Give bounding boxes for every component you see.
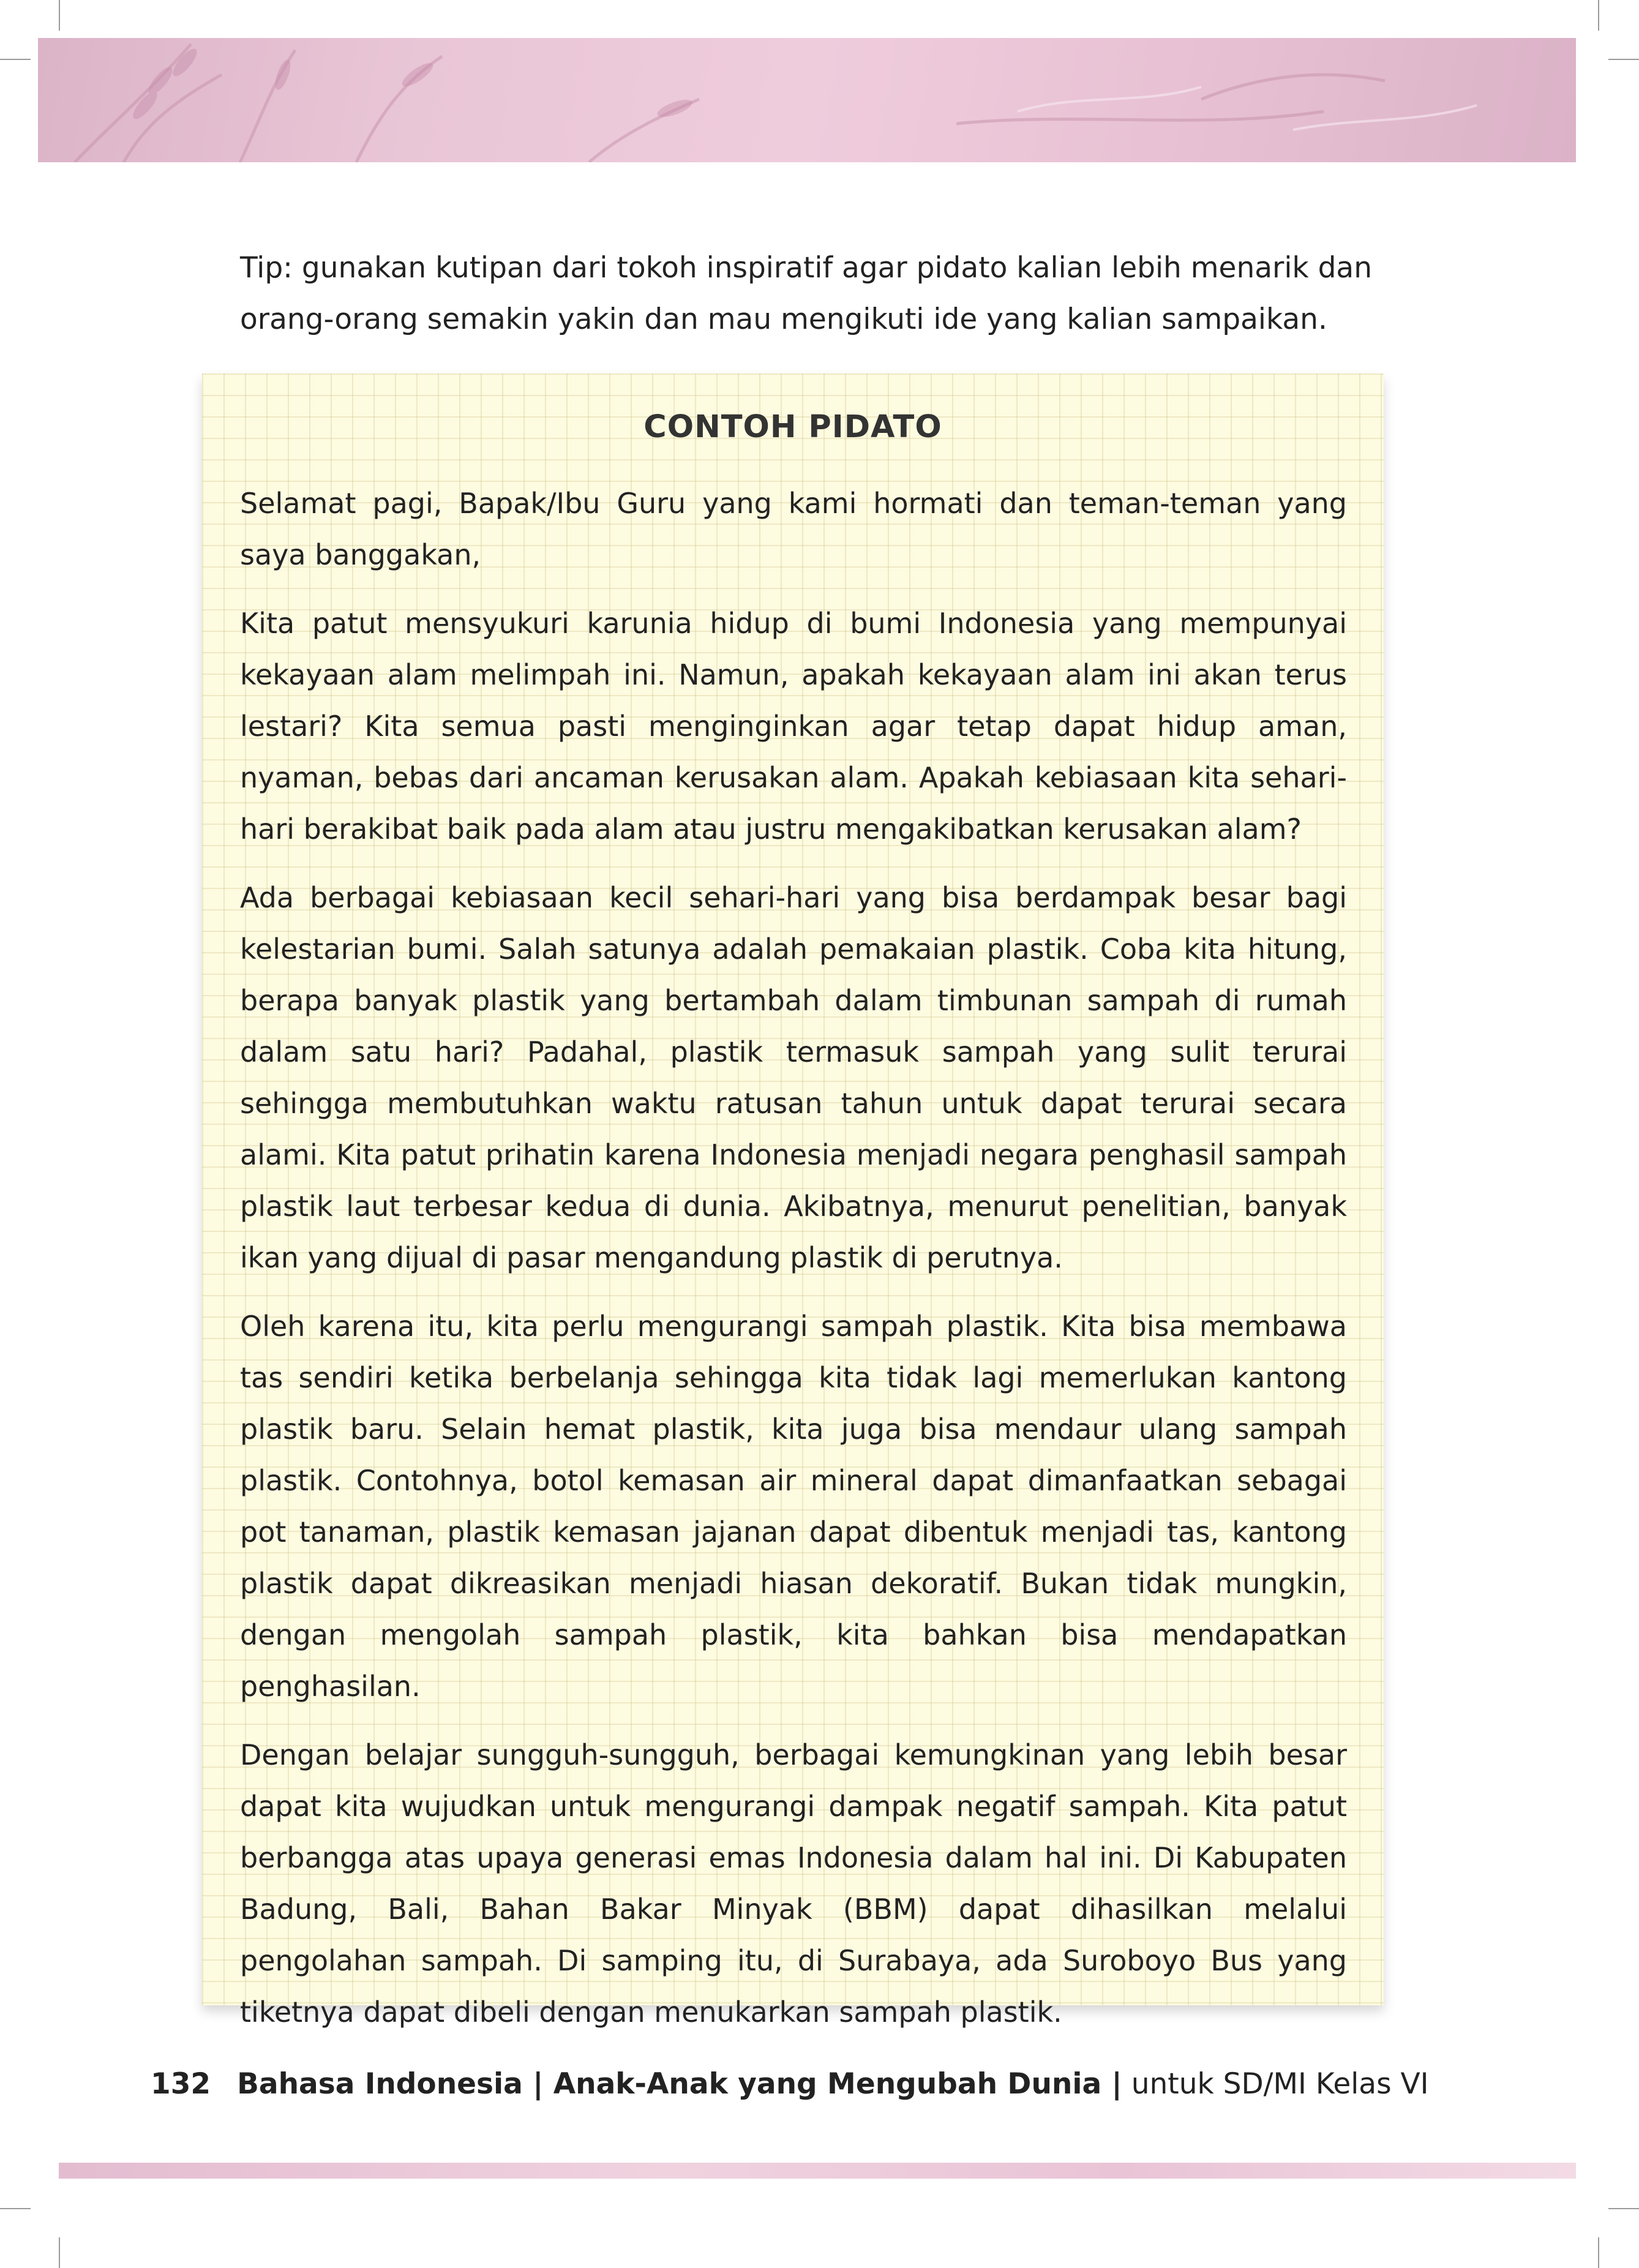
- crop-mark-top-right-h: [1608, 59, 1639, 60]
- book-title: Bahasa Indonesia | Anak-Anak yang Mengubah Dunia |: [237, 2067, 1122, 2101]
- speech-paragraph: Ada berbagai kebiasaan kecil sehari-hari yang bisa berdampak besar bagi kelestarian bumi. Salah satunya adalah pemakaian plastik. Coba kita hitung, berapa banyak plastik yang bertambah dalam timbunan sampah di rumah dalam satu hari? Padahal, plastik termasuk sampah yang sulit terurai sehingga membutuhkan waktu ratusan tahun untuk dapat terurai secara alami. Kita patut prihatin karena Indonesia menjadi negara penghasil sampah plastik laut terbesar kedua di dunia. Akibatnya, menurut penelitian, banyak ikan yang dijual di pasar mengandung plastik di perutnya.: [240, 881, 1347, 1274]
- crop-mark-bottom-right-v: [1598, 2237, 1599, 2268]
- header-decorative-band: [38, 38, 1576, 162]
- crop-mark-bottom-right-h: [1608, 2208, 1639, 2209]
- crop-mark-top-left-h: [0, 59, 31, 60]
- example-speech-box: [202, 374, 1384, 2029]
- tip-text: Tip: gunakan kutipan dari tokoh inspiratif agar pidato kalian lebih menarik dan orang-orang semakin yakin dan mau mengikuti ide yang kalian sampaikan.: [240, 251, 1372, 336]
- page-number: 132: [151, 2067, 211, 2101]
- crop-mark-bottom-left-v: [59, 2237, 60, 2268]
- header-plant-illustration: [38, 38, 1576, 162]
- crop-mark-top-left-v: [59, 0, 60, 31]
- footer-decorative-band: [59, 2163, 1576, 2179]
- page-footer: [151, 2067, 1429, 2101]
- speech-paragraph: Oleh karena itu, kita perlu mengurangi sampah plastik. Kita bisa membawa tas sendiri ketika berbelanja sehingga kita tidak lagi memerlukan kantong plastik baru. Selain hemat plastik, kita juga bisa mendaur ulang sampah plastik. Contohnya, botol kemasan air mineral dapat dimanfaatkan sebagai pot tanaman, plastik kemasan jajanan dapat dibentuk menjadi tas, kantong plastik dapat dikreasikan menjadi hiasan dekoratif. Bukan tidak mungkin, dengan mengolah sampah plastik, kita bahkan bisa mendapatkan penghasilan.: [240, 1310, 1347, 1703]
- speech-paragraph: Kita patut mensyukuri karunia hidup di bumi Indonesia yang mempunyai kekayaan alam melimpah ini. Namun, apakah kekayaan alam ini akan terus lestari? Kita semua pasti menginginkan agar tetap dapat hidup aman, nyaman, bebas dari ancaman kerusakan alam. Apakah kebiasaan kita sehari-hari berakibat baik pada alam atau justru mengakibatkan kerusakan alam?: [240, 607, 1347, 846]
- box-title: CONTOH PIDATO: [643, 409, 942, 445]
- speech-paragraph: Dengan belajar sungguh-sungguh, berbagai kemungkinan yang lebih besar dapat kita wujudkan untuk mengurangi dampak negatif sampah. Kita patut berbangga atas upaya generasi emas Indonesia dalam hal ini. Di Kabupaten Badung, Bali, Bahan Bakar Minyak (BBM) dapat dihasilkan melalui pengolahan sampah. Di samping itu, di Surabaya, ada Suroboyo Bus yang tiketnya dapat dibeli dengan menukarkan sampah plastik.: [240, 1738, 1347, 2029]
- speech-paragraph-greeting: Selamat pagi, Bapak/Ibu Guru yang kami hormati dan teman-teman yang saya banggakan,: [240, 487, 1347, 571]
- crop-mark-top-right-v: [1598, 0, 1599, 31]
- crop-mark-bottom-left-h: [0, 2208, 31, 2209]
- book-audience: untuk SD/MI Kelas VI: [1131, 2067, 1429, 2101]
- box-body: [240, 478, 1347, 2055]
